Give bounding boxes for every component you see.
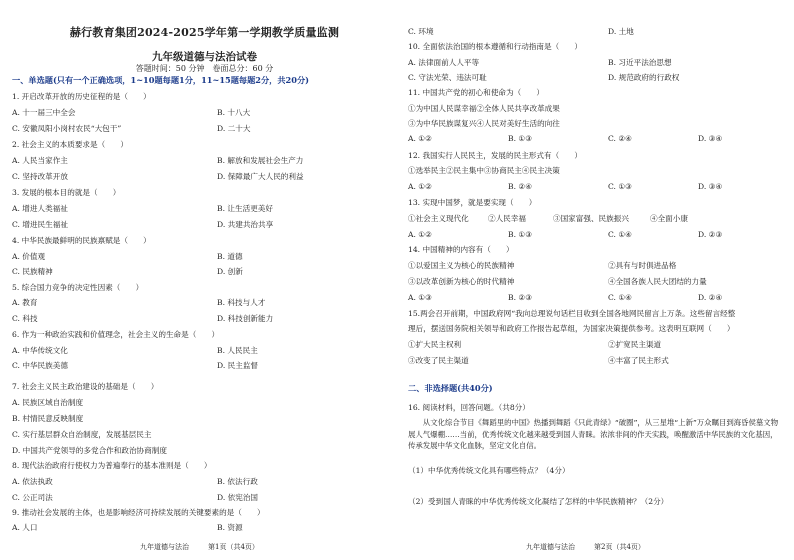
option-a: A. 人口 [12,523,38,532]
question-stem: 8. 现代法治政府行使权力为普遍奉行的基本准则是（ ） [12,461,212,470]
option-a: A. ①② [408,230,432,239]
section-one-heading: 一、单选题(只有一个正确选项，1~10题每题1分，11~15题每题2分，共20分) [12,75,310,85]
question-stem: 5. 综合国力竞争的决定性因素（ ） [12,283,144,292]
option-d: D. ②③ [698,230,723,239]
left-page [12,0,397,560]
option-c: C. ①④ [608,230,632,239]
option-a: A. 依法执政 [12,477,53,486]
statement-item: ③国家富强、民族振兴 [553,214,629,223]
question-stem: 10. 全面依法治国的根本遵循和行动指南是（ ） [408,42,582,51]
question-stem: 3. 发展的根本目的就是（ ） [12,188,121,197]
option-a: A. ①② [408,182,432,191]
statement-item: ④全国各族人民大团结的力量 [608,277,707,286]
question-stem: 2. 社会主义的本质要求是（ ） [12,140,128,149]
question-stem: 13. 实现中国梦，就是要实现（ ） [408,198,537,207]
option-c: C. 坚持改革开放 [12,172,68,181]
question-stem: 7. 社会主义民主政治建设的基础是（ ） [12,382,159,391]
question-stem: 9. 推动社会发展的主体，也是影响经济可持续发展的关键要素的是（ ） [12,508,265,517]
option-b: B. 人民民主 [217,346,258,355]
option-a: A. ①③ [408,293,432,302]
statement-item: ①扩大民主权利 [408,340,462,349]
option-d: D. 保障最广大人民的利益 [217,172,304,181]
sub-question: （1）中华优秀传统文化具有哪些特点？（4分） [408,466,570,475]
option-b: B. 依法行政 [217,477,258,486]
option-c: C. 中华民族美德 [12,361,68,370]
option-c: C. 环境 [408,27,434,36]
option-c: C. 守法光荣、违法可耻 [408,73,487,82]
question-stem-continued: 理后，摆送国务院相关领导和政府工作报告起草组，为国家决策提供参考。这表明互联网（ ） [408,324,735,333]
option-d: D. 民主监督 [217,361,259,370]
option-a: A. 民族区域自治制度 [12,398,84,407]
option-b: B. 让生活更美好 [217,204,273,213]
option-c: C. 实行基层群众自治制度，发展基层民主 [12,430,152,439]
option-a: A. 法律面前人人平等 [408,58,480,67]
option-a: A. 教育 [12,298,38,307]
option-c: C. ②④ [608,134,632,143]
option-d: D. 依宪治国 [217,493,259,502]
option-a: A. ①② [408,134,432,143]
reading-passage: 从文化综合节目《舞蹈里的中国》热播到舞蹈《只此青绿》“破圈”，从三星堆“上新”万众瞩目到海昏侯墓文物展人气爆棚……当前，优秀传统文化越来越受到国人青睐。浓浓非间的作天实践，唤醒激活中华民族的文化基因，传承发展中华文化血脉，坚定文化自信。 [408,418,779,450]
option-b: B. 村情民意反映制度 [12,414,84,423]
option-a: A. 增进人类福祉 [12,204,68,213]
option-c: C. ①③ [608,182,632,191]
option-a: A. 中华传统文化 [12,346,68,355]
option-d: D. 二十大 [217,124,251,133]
statement-item: ②人民幸福 [488,214,526,223]
question-stem: 14. 中国精神的内容有（ ） [408,245,514,254]
statement-item: ①以爱国主义为核心的民族精神 [408,261,515,270]
statement-line: ①为中国人民谋幸福②全体人民共享改革成果 [408,104,560,113]
option-b: B. ①③ [508,230,533,239]
option-c: C. 民族精神 [12,267,53,276]
option-b: B. 十八大 [217,108,251,117]
option-c: C. 公正司法 [12,493,53,502]
option-b: B. ①③ [508,134,533,143]
option-d: D. 创新 [217,267,243,276]
option-b: B. 科技与人才 [217,298,266,307]
question-stem: 4. 中华民族最鲜明的民族禀赋是（ ） [12,236,151,245]
question-stem: 11. 中国共产党的初心和使命为（ ） [408,88,544,97]
exam-title: 赫行教育集团2024-2025学年第一学期教学质量监测 [69,26,340,39]
option-c: C. 增进民生福祉 [12,220,68,229]
statement-item: ④丰富了民主形式 [608,356,669,365]
question-stem: 6. 作为一种政治实践和价值理念，社会主义的生命是（ ） [12,330,220,339]
right-page [408,0,793,560]
footer-page-number: 第1页（共4页） [208,543,259,551]
question-stem: 12. 我国实行人民民主，发展的民主形式有（ ） [408,151,582,160]
footer-subject: 九年道德与法治 [526,543,575,551]
statement-item: ④全面小康 [650,214,688,223]
statement-item: ②扩宽民主渠道 [608,340,662,349]
statement-line: ①选举民主②民主集中③协商民主④民主决策 [408,166,560,175]
option-c: C. 科技 [12,314,38,323]
statement-item: ①社会主义现代化 [408,214,469,223]
option-d: D. ③④ [698,134,723,143]
statement-item: ②具有与时俱进品格 [608,261,677,270]
option-b: B. ②③ [508,293,533,302]
question-stem: 1. 开启改革开放的历史征程的是（ ） [12,92,151,101]
option-a: A. 价值观 [12,252,46,261]
option-d: D. 共建共治共享 [217,220,274,229]
option-d: D. ②④ [698,293,723,302]
option-c: C. 安徽凤阳小岗村农民“大包干” [12,124,122,133]
statement-item: ③改变了民主渠道 [408,356,469,365]
section-two-heading: 二、非选择题(共40分) [408,383,493,393]
option-c: C. ①④ [608,293,632,302]
exam-subtitle: 九年级道德与法治试卷 [152,51,257,63]
option-d: D. ③④ [698,182,723,191]
option-b: B. 习近平法治思想 [608,58,672,67]
statement-item: ③以改革创新为核心的时代精神 [408,277,515,286]
option-b: B. 资源 [217,523,243,532]
option-b: B. 解放和发展社会生产力 [217,156,304,165]
footer-subject: 九年道德与法治 [140,543,189,551]
option-d: D. 土地 [608,27,634,36]
option-d: D. 规范政府的行政权 [608,73,680,82]
question-stem: 16. 阅读材料，回答问题。（共8分） [408,403,530,412]
option-b: B. ②④ [508,182,533,191]
option-d: D. 中国共产党领导的多党合作和政治协商制度 [12,446,167,455]
statement-line: ③为中华民族谋复兴④人民对美好生活的向往 [408,119,560,128]
option-d: D. 科技创新能力 [217,314,274,323]
option-a: A. 十一届三中全会 [12,108,76,117]
sub-question: （2）受到国人青睐的中华优秀传统文化凝结了怎样的中华民族精神？（2分） [408,497,669,506]
exam-meta: 答题时间：50 分钟 卷面总分：60 分 [135,64,274,73]
question-stem: 15.两会召开前期，中国政府网“我向总理说句话栏目收到全国各地网民留言上万条。这些留言经整 [408,309,736,318]
footer-page-number: 第2页（共4页） [594,543,645,551]
option-b: B. 道德 [217,252,243,261]
option-a: A. 人民当家作主 [12,156,68,165]
